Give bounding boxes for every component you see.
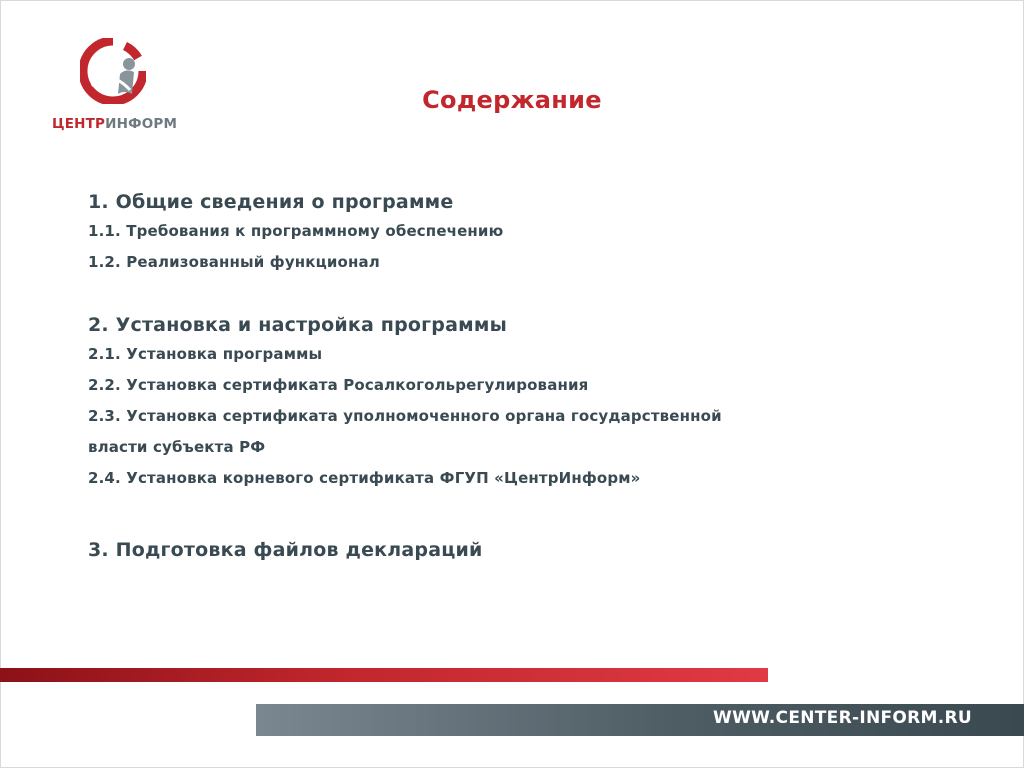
page-title: Содержание [422,86,602,114]
toc-item-2-1: 2.1. Установка программы [88,345,323,363]
logo-wordmark [52,116,177,132]
toc-item-1-1: 1.1. Требования к программному обеспечению [88,222,504,240]
toc-item-1-2: 1.2. Реализованный функционал [88,253,380,271]
toc-item-2-3-cont: власти субъекта РФ [88,438,266,456]
footer-gray-bar [256,704,1024,736]
logo-wordmark-gray: ИНФОРМ [105,116,178,132]
toc-section-3: 3. Подготовка файлов деклараций [88,539,483,561]
toc-section-1: 1. Общие сведения о программе [88,191,454,213]
logo-wordmark-red: ЦЕНТР [52,116,106,132]
toc-item-2-2: 2.2. Установка сертификата Росалкогольрегулирования [88,376,589,394]
toc-item-2-4: 2.4. Установка корневого сертификата ФГУП «ЦентрИнформ» [88,469,641,487]
footer-url: WWW.CENTER-INFORM.RU [713,708,972,728]
table-of-contents [88,188,848,564]
toc-item-2-3: 2.3. Установка сертификата уполномоченного органа государственной [88,407,722,425]
footer-red-bar [0,668,768,682]
toc-section-2: 2. Установка и настройка программы [88,314,507,336]
